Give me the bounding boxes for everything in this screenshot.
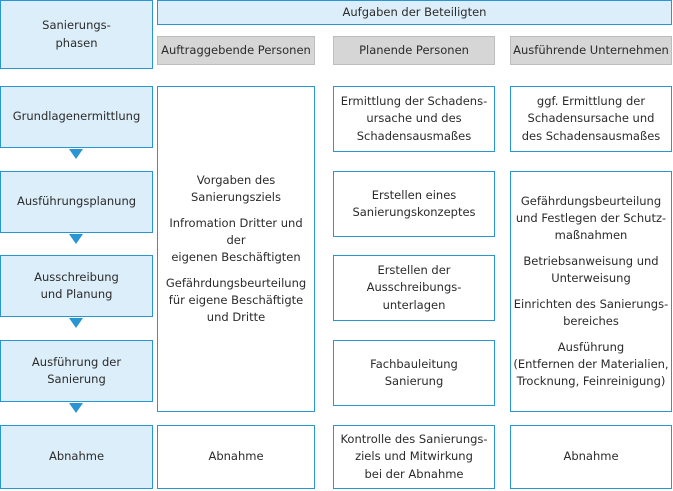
phase-ausfuehrung-line-1: Ausführung der xyxy=(31,354,122,369)
contractor-task-1 xyxy=(510,86,672,152)
client-task-text: Sanierungsziels xyxy=(191,189,281,204)
phases-header-line-2: phasen xyxy=(55,35,98,50)
contractor-task-text: Schadensursache und xyxy=(527,111,655,126)
column-header-contractor-text: Ausführende Unternehmen xyxy=(513,42,669,57)
contractor-task-text: maßnahmen xyxy=(554,227,628,242)
client-task-text: Infromation Dritter und der xyxy=(169,215,303,247)
planner-task-text: Sanierungskonzeptes xyxy=(352,205,476,219)
client-tasks-block xyxy=(157,86,315,412)
phase-ausfuehrung xyxy=(0,340,153,402)
contractor-acceptance-text: Abnahme xyxy=(563,449,619,464)
arrow-down-icon xyxy=(69,403,83,413)
planner-task-text: Ermittlung der Schadens- xyxy=(340,94,488,109)
planner-task-text: ursache und des xyxy=(366,111,462,126)
phases-header xyxy=(0,0,153,69)
planner-task-text: Erstellen eines xyxy=(371,187,457,202)
arrow-down-icon xyxy=(69,234,83,244)
column-header-client xyxy=(157,36,315,65)
client-acceptance-text: Abnahme xyxy=(208,449,264,464)
planner-task-text: bei der Abnahme xyxy=(364,466,464,481)
phase-ausschreibung-line-1: Ausschreibung xyxy=(34,269,119,284)
arrow-down-icon xyxy=(69,149,83,159)
contractor-task-text: des Schadensausmaßes xyxy=(521,128,661,143)
contractor-task-text: bereiches xyxy=(563,314,619,329)
client-acceptance xyxy=(157,425,315,489)
contractor-task-text: ggf. Ermittlung der xyxy=(536,94,646,109)
client-task-text: Gefährdungsbeurteilung xyxy=(165,276,307,291)
contractor-task-text: Ausführung xyxy=(557,340,625,355)
planner-task-2 xyxy=(333,171,495,237)
tasks-title xyxy=(157,0,672,25)
planner-task-text: Ausschreibungs- xyxy=(366,280,462,295)
planner-task-text: Erstellen der xyxy=(377,263,451,278)
phase-abnahme xyxy=(0,425,153,489)
planner-task-text: Sanierung xyxy=(384,374,444,388)
client-task-text: Vorgaben des xyxy=(196,172,276,187)
phase-ausfuehrungsplanung-label: Ausführungsplanung xyxy=(16,194,137,209)
client-task-text: für eigene Beschäftigte xyxy=(168,293,304,308)
contractor-task-text: (Entfernen der Materialien, xyxy=(513,357,669,372)
arrow-down-icon xyxy=(69,318,83,328)
contractor-task-text: Unterweisung xyxy=(551,270,631,285)
contractor-task-text: Gefährdungsbeurteilung xyxy=(520,193,662,208)
phase-ausschreibung xyxy=(0,255,153,317)
planner-task-text: unterlagen xyxy=(382,297,446,312)
planner-task-1 xyxy=(333,86,495,152)
planner-task-4 xyxy=(333,340,495,406)
phase-ausschreibung-line-2: und Planung xyxy=(40,287,113,301)
phases-header-line-1: Sanierungs- xyxy=(42,18,111,33)
planner-task-text: Kontrolle des Sanierungs- xyxy=(340,432,488,447)
phase-ausfuehrungsplanung xyxy=(0,171,153,233)
column-header-planner xyxy=(333,36,495,65)
column-header-planner-text: Planende Personen xyxy=(359,42,469,57)
planner-task-text: Schadensausmaßes xyxy=(356,128,472,143)
phase-ausfuehrung-line-2: Sanierung xyxy=(47,372,106,386)
client-task-text: eigenen Beschäftigten xyxy=(171,250,301,264)
planner-task-text: Fachbauleitung xyxy=(370,356,458,371)
planner-task-5 xyxy=(333,425,495,489)
column-header-client-text: Auftraggebende Personen xyxy=(161,42,311,57)
client-task-text: und Dritte xyxy=(206,310,266,325)
phase-abnahme-label: Abnahme xyxy=(48,449,105,464)
planner-task-text: ziels und Mitwirkung xyxy=(355,449,473,464)
contractor-task-text: Betriebsanweisung und xyxy=(523,253,659,268)
contractor-acceptance xyxy=(510,425,672,489)
contractor-task-text: Trocknung, Feinreinigung) xyxy=(516,374,666,389)
column-header-contractor xyxy=(510,36,672,65)
tasks-title-text: Aufgaben der Beteiligten xyxy=(342,4,487,19)
contractor-task-text: Einrichten des Sanierungs- xyxy=(513,297,669,311)
planner-task-3 xyxy=(333,255,495,321)
contractor-tasks-block xyxy=(510,171,672,412)
phase-grundlagenermittlung xyxy=(0,86,153,148)
phase-grundlagenermittlung-label: Grundlagenermittlung xyxy=(12,109,141,124)
contractor-task-text: und Festlegen der Schutz- xyxy=(515,210,667,225)
